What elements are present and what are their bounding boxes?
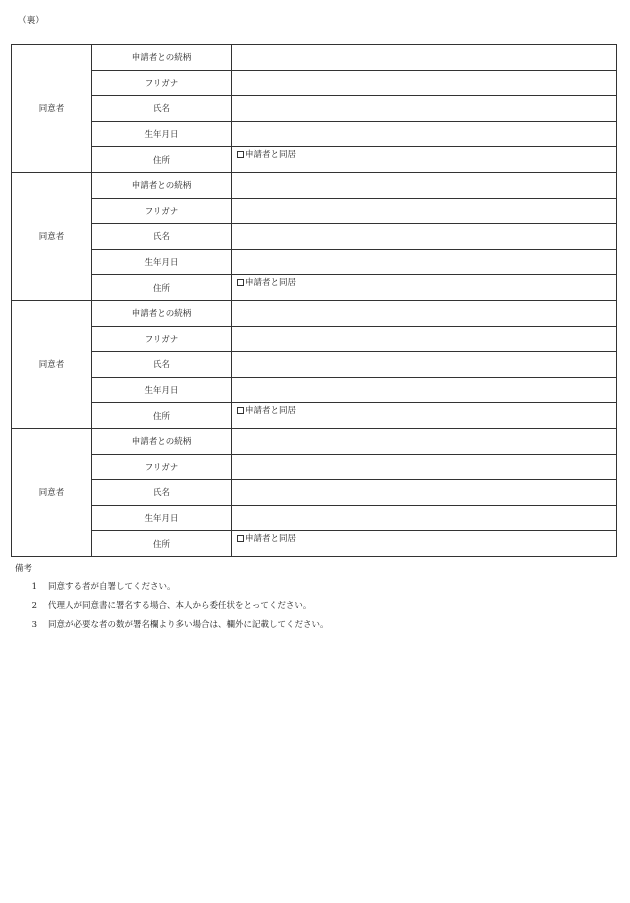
cohabit-checkbox-label: 申請者と同居 <box>245 406 297 417</box>
name-label: 氏名 <box>92 352 232 378</box>
address-label: 住所 <box>92 147 232 173</box>
cohabit-checkbox-option[interactable] <box>237 532 296 544</box>
furigana-field[interactable] <box>232 454 617 480</box>
form-row <box>12 352 617 378</box>
relationship-label: 申請者との続柄 <box>92 45 232 71</box>
consenter-group-label: 同意者 <box>12 45 92 173</box>
birthdate-field[interactable] <box>232 505 617 531</box>
notes-title: 備考 <box>15 564 33 574</box>
name-field[interactable] <box>232 224 617 250</box>
cohabit-checkbox[interactable] <box>237 279 244 286</box>
note-text: 同意する者が自署してください。 <box>48 582 176 592</box>
form-row <box>12 96 617 122</box>
note-number: 2 <box>31 601 37 611</box>
form-row <box>12 454 617 480</box>
birthdate-field[interactable] <box>232 121 617 147</box>
form-row <box>12 172 617 198</box>
form-row <box>12 300 617 326</box>
relationship-field[interactable] <box>232 428 617 454</box>
form-row <box>12 121 617 147</box>
furigana-field[interactable] <box>232 198 617 224</box>
birthdate-label: 生年月日 <box>92 377 232 403</box>
furigana-field[interactable] <box>232 326 617 352</box>
name-field[interactable] <box>232 96 617 122</box>
note-number: 1 <box>31 582 37 592</box>
birthdate-label: 生年月日 <box>92 505 232 531</box>
consenter-group-label: 同意者 <box>12 428 92 556</box>
note-number: 3 <box>31 620 37 630</box>
relationship-field[interactable] <box>232 300 617 326</box>
birthdate-field[interactable] <box>232 377 617 403</box>
form-row <box>12 480 617 506</box>
form-row <box>12 249 617 275</box>
cohabit-checkbox-option[interactable] <box>237 276 296 288</box>
cohabit-checkbox-label: 申請者と同居 <box>245 278 297 289</box>
relationship-label: 申請者との続柄 <box>92 428 232 454</box>
consent-form-table <box>11 44 617 557</box>
consenter-group-label: 同意者 <box>12 172 92 300</box>
name-label: 氏名 <box>92 224 232 250</box>
form-row <box>12 428 617 454</box>
form-row <box>12 505 617 531</box>
relationship-label: 申請者との続柄 <box>92 300 232 326</box>
consenter-group-label: 同意者 <box>12 300 92 428</box>
note-item <box>15 620 615 639</box>
form-row <box>12 377 617 403</box>
form-row <box>12 70 617 96</box>
form-row <box>12 224 617 250</box>
form-row <box>12 403 617 429</box>
cohabit-checkbox-label: 申請者と同居 <box>245 150 297 161</box>
name-label: 氏名 <box>92 96 232 122</box>
page-side-label: （裏） <box>18 16 45 26</box>
cohabit-checkbox-option[interactable] <box>237 148 296 160</box>
cohabit-checkbox[interactable] <box>237 535 244 542</box>
form-row <box>12 275 617 301</box>
address-field[interactable] <box>232 147 617 173</box>
form-row <box>12 45 617 71</box>
birthdate-field[interactable] <box>232 249 617 275</box>
furigana-label: フリガナ <box>92 326 232 352</box>
note-text: 代理人が同意書に署名する場合、本人から委任状をとってください。 <box>48 601 312 611</box>
cohabit-checkbox-option[interactable] <box>237 404 296 416</box>
furigana-label: フリガナ <box>92 70 232 96</box>
name-field[interactable] <box>232 352 617 378</box>
address-field[interactable] <box>232 403 617 429</box>
form-row <box>12 531 617 557</box>
form-row <box>12 198 617 224</box>
address-field[interactable] <box>232 531 617 557</box>
address-label: 住所 <box>92 531 232 557</box>
form-row <box>12 326 617 352</box>
cohabit-checkbox[interactable] <box>237 151 244 158</box>
note-item <box>15 582 615 601</box>
birthdate-label: 生年月日 <box>92 121 232 147</box>
address-label: 住所 <box>92 275 232 301</box>
name-field[interactable] <box>232 480 617 506</box>
note-item <box>15 601 615 620</box>
furigana-label: フリガナ <box>92 454 232 480</box>
address-field[interactable] <box>232 275 617 301</box>
cohabit-checkbox[interactable] <box>237 407 244 414</box>
birthdate-label: 生年月日 <box>92 249 232 275</box>
note-text: 同意が必要な者の数が署名欄より多い場合は、欄外に記載してください。 <box>48 620 329 630</box>
relationship-field[interactable] <box>232 172 617 198</box>
form-row <box>12 147 617 173</box>
furigana-label: フリガナ <box>92 198 232 224</box>
furigana-field[interactable] <box>232 70 617 96</box>
cohabit-checkbox-label: 申請者と同居 <box>245 534 297 545</box>
address-label: 住所 <box>92 403 232 429</box>
relationship-field[interactable] <box>232 45 617 71</box>
notes-section <box>15 564 615 639</box>
relationship-label: 申請者との続柄 <box>92 172 232 198</box>
name-label: 氏名 <box>92 480 232 506</box>
